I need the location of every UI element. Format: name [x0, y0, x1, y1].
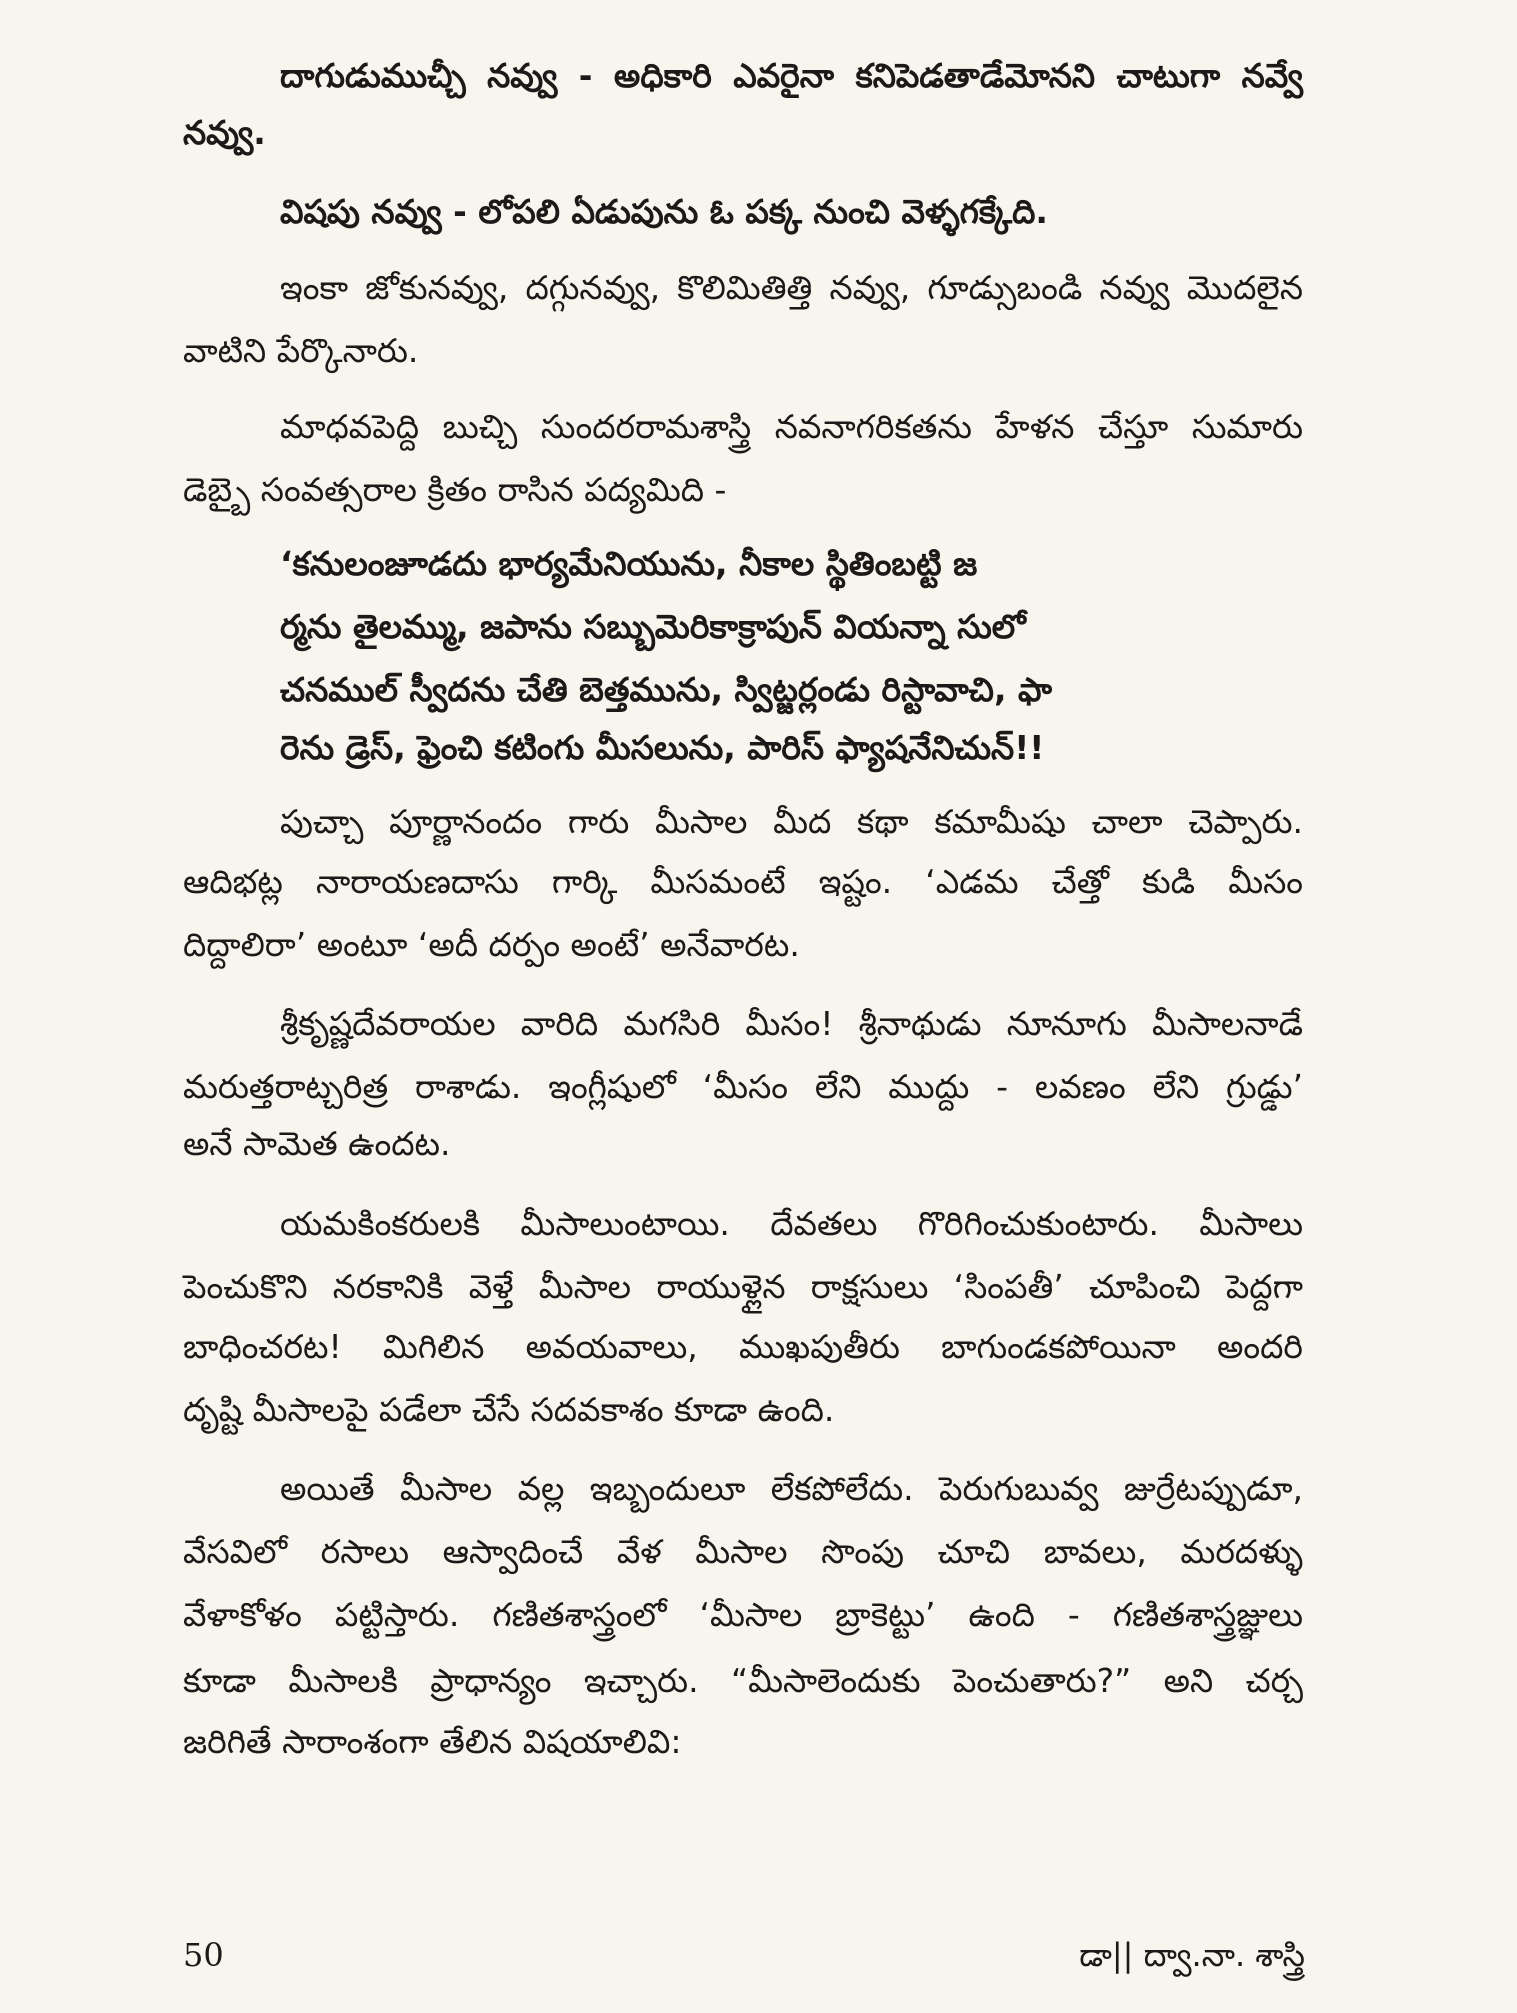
- paragraph-line: డెబ్బై సంవత్సరాల క్రితం రాసిన పద్యమిది -: [183, 470, 727, 509]
- paragraph-line: అయితే మీసాల వల్ల ఇబ్బందులూ లేకపోలేదు. పెరుగుబువ్వ జుర్రేటప్పుడూ,: [280, 1469, 1303, 1508]
- verse-line: ర్మను తైలమ్ము, జపాను సబ్బుమెరికాక్రాపున్ వియన్నా సులో: [280, 607, 1026, 646]
- author-name: డా|| ద్వా.నా. శాస్త్రి: [1079, 1936, 1305, 1974]
- paragraph-line: ఆదిభట్ల నారాయణదాసు గార్కి మీసమంటే ఇష్టం. ‘ఎడమ చేత్తో కుడి మీసం: [183, 862, 1303, 901]
- paragraph-line: అనే సామెత ఉందట.: [183, 1124, 451, 1163]
- paragraph-line: పుచ్చా పూర్ణానందం గారు మీసాల మీద కథా కమామీషు చాలా చెప్పారు.: [280, 802, 1303, 841]
- paragraph-line: వేళాకోళం పట్టిస్తారు. గణితశాస్త్రంలో ‘మీసాల బ్రాకెట్టు’ ఉంది - గణితశాస్త్రజ్ఞులు: [183, 1595, 1303, 1634]
- paragraph-line: విషపు నవ్వు - లోపలి ఏడుపును ఓ పక్క నుంచి వెళ్ళగక్కేది.: [280, 192, 1048, 231]
- paragraph-line: బాధించరట! మిగిలిన అవయవాలు, ముఖపుతీరు బాగుండకపోయినా అందరి: [183, 1327, 1303, 1366]
- paragraph-line: దృష్టి మీసాలపై పడేలా చేసే సదవకాశం కూడా ఉంది.: [183, 1390, 835, 1429]
- paragraph-line: మాధవపెద్ది బుచ్చి సుందరరామశాస్త్రి నవనాగరికతను హేళన చేస్తూ సుమారు: [280, 407, 1303, 446]
- verse-line: ‘కనులంజూడదు భార్యమేనియును, నీకాల స్థితింబట్టి జ: [280, 544, 978, 583]
- paragraph-line: వాటిని పేర్కొనారు.: [183, 331, 419, 370]
- paragraph-line: జరిగితే సారాంశంగా తేలిన విషయాలివి:: [183, 1722, 682, 1761]
- paragraph-line: వేసవిలో రసాలు ఆస్వాదించే వేళ మీసాల సొంపు చూచి బావలు, మరదళ్ళు: [183, 1532, 1303, 1571]
- paragraph-line: యమకింకరులకి మీసాలుంటాయి. దేవతలు గొరిగించుకుంటారు. మీసాలు: [280, 1204, 1303, 1243]
- paragraph-line: ఇంకా జోకునవ్వు, దగ్గునవ్వు, కొలిమితిత్తి నవ్వు, గూడ్సుబండి నవ్వు మొదలైన: [280, 268, 1303, 307]
- paragraph-line: మరుత్తరాట్చరిత్ర రాశాడు. ఇంగ్లీషులో ‘మీసం లేని ముద్దు - లవణం లేని గ్రుడ్డు’: [183, 1067, 1303, 1106]
- verse-line: చనముల్ స్వీదను చేతి బెత్తమును, స్విట్జర్లండు రిస్టావాచి, ఫా: [280, 670, 1052, 709]
- page-number: 50: [183, 1936, 224, 1974]
- paragraph-line: శ్రీకృష్ణదేవరాయల వారిది మగసిరి మీసం! శ్రీనాథుడు నూనూగు మీసాలనాడే: [280, 1004, 1303, 1043]
- paragraph-line: పెంచుకొని నరకానికి వెళ్తే మీసాల రాయుళ్లైన రాక్షసులు ‘సింపతీ’ చూపించి పెద్దగా: [183, 1267, 1303, 1306]
- verse-line: రెను డ్రెస్, ఫ్రెంచి కటింగు మీసలును, పారిస్ ఫ్యాషనేనిచున్!!: [280, 728, 1045, 767]
- paragraph-line: దిద్దాలిరా’ అంటూ ‘అదీ దర్పం అంటే’ అనేవారట.: [183, 925, 800, 964]
- paragraph-line: కూడా మీసాలకి ప్రాధాన్యం ఇచ్చారు. “మీసాలెందుకు పెంచుతారు?” అని చర్చ: [183, 1661, 1303, 1700]
- paragraph-line: దాగుడుముచ్చీ నవ్వు - అధికారి ఎవరైనా కనిపెడతాడేమోనని చాటుగా నవ్వే: [280, 56, 1303, 95]
- paragraph-line: నవ్వు.: [183, 113, 266, 152]
